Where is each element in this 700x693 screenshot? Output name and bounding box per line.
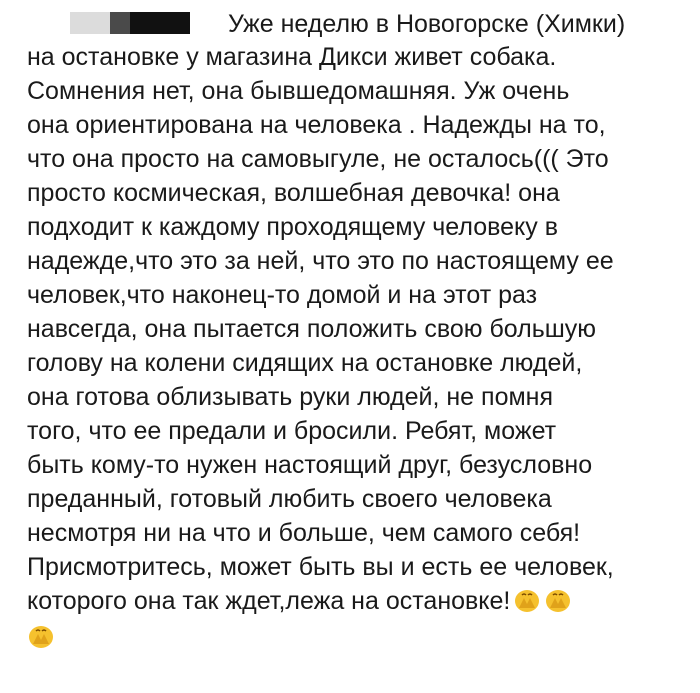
post-text-line: на остановке у магазина Дикси живет собака. [27, 43, 557, 71]
post-text-line: просто космическая, волшебная девочка! она [27, 179, 560, 207]
redacted-author-name [110, 12, 130, 34]
redacted-author-name [130, 12, 190, 34]
post-text-line: Сомнения нет, она бывшедомашняя. Уж очень [27, 77, 570, 105]
post-text-line: того, что ее предали и бросили. Ребят, может [27, 417, 557, 445]
post-text-line: она готова облизывать руки людей, не помня [27, 383, 554, 411]
post-text-line: она ориентирована на человека . Надежды на то, [27, 111, 606, 139]
post-text-line: голову на колени сидящих на остановке людей, [27, 349, 583, 377]
post-text-line: несмотря ни на что и больше, чем самого себя! [27, 519, 581, 547]
post-text-line: надежде,что это за ней, что это по настоящему ее [27, 247, 614, 275]
post-text-line: Присмотритесь, может быть вы и есть ее человек, [27, 553, 614, 581]
post-text-line-last [27, 584, 572, 618]
redacted-author-name [70, 12, 110, 34]
post-text-line: подходит к каждому проходящему человеку в [27, 213, 558, 241]
post-text-line: навсегда, она пытается положить свою большую [27, 315, 597, 343]
post-text-line: Уже неделю в Новогорске (Химки) [228, 10, 626, 38]
folded-hands-icon [27, 622, 55, 650]
folded-hands-icon [513, 586, 541, 614]
post-text-line: человек,что наконец-то домой и на этот раз [27, 281, 538, 309]
emoji-row [27, 622, 55, 656]
folded-hands-icon [544, 586, 572, 614]
post-text-line: преданный, готовый любить своего человека [27, 485, 552, 513]
post-text-line: быть кому-то нужен настоящий друг, безусловно [27, 451, 593, 479]
post-text-line: которого она так ждет,лежа на остановке! [27, 587, 511, 615]
post-text-line: что она просто на самовыгуле, не осталось((( Это [27, 145, 609, 173]
